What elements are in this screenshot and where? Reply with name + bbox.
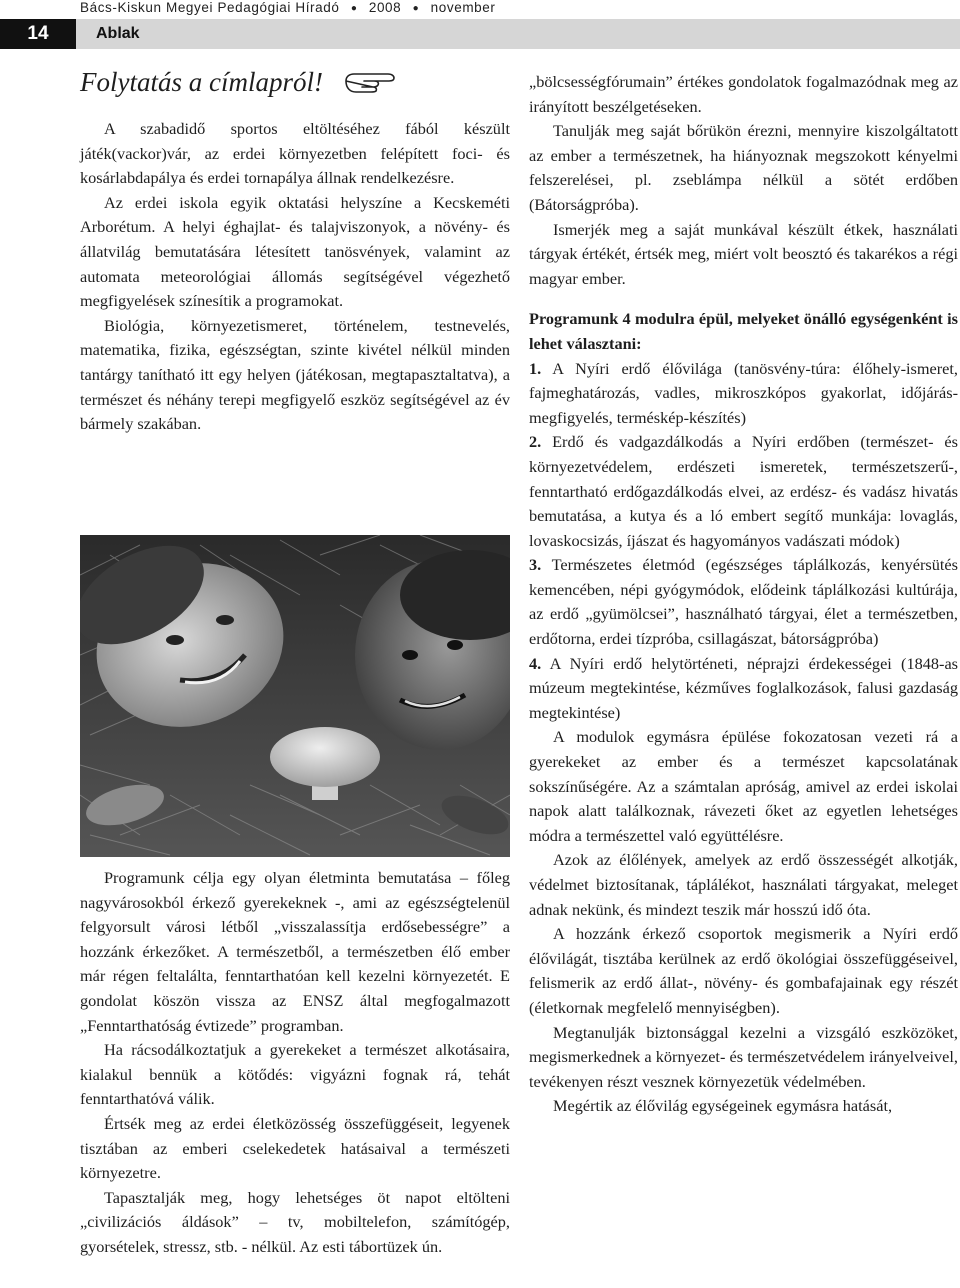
paragraph: A szabadidő sportos eltöltéséhez fából készült játék(vackor)vár, az erdei környezetben felépített foci- és kosárlabdapálya és erdei tornapálya állnak rendelkezésre. bbox=[80, 119, 510, 188]
paragraph: Az erdei iskola egyik oktatási helyszíne a Kecskeméti Arborétum. A helyi éghajlat- és talajviszonyok, a növény- és állatvilág bemutatására létesített tanösvények, valamint az automata meteorológiai állomás segítségével végezhető megfigyelések színesítik a programokat. bbox=[80, 192, 510, 311]
left-column-top bbox=[80, 117, 510, 437]
separator-dot-icon: ● bbox=[350, 3, 358, 14]
paragraph: Ismerjék meg a saját munkával készült étkek, használati tárgyak értékét, értsék meg, miért volt beosztó és takarékos a régi magyar ember. bbox=[529, 219, 958, 288]
paragraph: Biológia, környezetismeret, történelem, testnevelés, matematika, fizika, egészségtan, szinte kivétel nélkül minden tantárgy tanítható itt egy helyen (játékosan, megtapasztaltatva), a természet és néhány terepi megfigyelő eszköz segítségével az év bármely szakában. bbox=[80, 315, 510, 434]
issue-month: november bbox=[430, 0, 496, 15]
paragraph: „bölcsességfórumain” értékes gondolatok fogalmazódnak meg az irányított beszélgetéseken. bbox=[529, 72, 958, 116]
paragraph: Értsék meg az erdei életközösség összefüggéseit, legyenek tisztában az emberi cselekedetek hatásaival a természeti környezetre. bbox=[80, 1113, 510, 1183]
paragraph: Programunk célja egy olyan életminta bemutatása – főleg nagyvárosokból érkező gyerekeknek -, ami az egészségtelenül felgyorsult városi létből „visszalassítja erdősebességre” a hozzánk érkezőket. A természetből, a természetben élő ember már régen feltalálta, fenntarthatóan kell kezelni környezetét. E gondolat köszön vissza az ENSZ által megfogalmazott „Fenntarthatóság évtizede” programban. bbox=[80, 868, 510, 1035]
separator-dot-icon: ● bbox=[412, 3, 420, 14]
section-title: Ablak bbox=[96, 25, 140, 42]
paragraph: A modulok egymásra épülése fokozatosan vezeti rá a gyerekeket az ember és a természet kapcsolatának sokszínűségére. Az a számtalan apróság, amivel az erdei iskolai napok alatt találkoznak, rávezeti őket az egyetlen lehetséges módra a természettel való együttélésre. bbox=[529, 727, 958, 845]
module-text: Erdő és vadgazdálkodás a Nyíri erdőben (természet- és környezetvédelem, erdészeti ismeretek, természetszerű-, fenntartható erdőgazdálkodás elvei, az erdész- és vadász hivatás bemutatása, a kutya és a ló embert segítő munkája: lovaglás, lovaskocsizás, íjászat és hagyományos vadászati módok) bbox=[529, 432, 958, 550]
continuation-kicker bbox=[80, 64, 410, 100]
module-text: A Nyíri erdő helytörténeti, néprajzi érdekességei (1848-as múzeum megtekintése, kézműves foglalkozások, falusi gazdaság megtekintése) bbox=[529, 653, 959, 722]
module-number: 3. bbox=[529, 555, 542, 575]
running-header bbox=[80, 0, 960, 17]
module-item bbox=[529, 430, 958, 553]
paragraph: Azok az élőlények, amelyek az erdő összességét alkotják, védelmet biztosítanak, táplálékot, használati tárgyakat, meleget adnak nekünk, és mindezt teszik már hosszú idő óta. bbox=[529, 850, 958, 919]
paragraph: A hozzánk érkező csoportok megismerik a Nyíri erdő élővilágát, tisztába kerülnek az erdő ökológiai összefüggéseivel, felismerik az erdő állat-, növény- és gombafajainak egy részét (életkornak megfelelő mennyiségben). bbox=[529, 924, 958, 1017]
module-text: Természetes életmód (egészséges táplálkozás, kenyérsütés kemencében, népi gyógymódok, elődeink táplálkozási kultúrája, az erdő „gyümölcsei”, használható tárgyai, élet a természetben, erdőtorna, erdei tízpróba, csillagászat, bátorságpróba) bbox=[529, 555, 958, 649]
issue-year: 2008 bbox=[368, 0, 402, 15]
modules-heading: Programunk 4 modulra épül, melyeket önálló egységenként is lehet választani: bbox=[529, 309, 958, 353]
paragraph: Megértik az élővilág egységeinek egymásra hatását, bbox=[553, 1096, 893, 1116]
module-item bbox=[529, 652, 958, 726]
section-bar bbox=[0, 19, 960, 49]
photo-illustration bbox=[80, 535, 510, 857]
paragraph: Megtanulják biztonsággal kezelni a vizsgáló eszközöket, megismerkednek a környezet- és természetvédelem irányelveivel, tevékenyen részt vesznek környezetük védelmében. bbox=[529, 1022, 958, 1091]
module-item bbox=[529, 553, 958, 651]
module-number: 4. bbox=[529, 653, 542, 673]
module-number: 1. bbox=[529, 358, 542, 378]
kicker-text: Folytatás a címlapról! bbox=[80, 67, 323, 97]
module-item bbox=[529, 357, 958, 431]
paragraph: Ha rácsodálkoztatjuk a gyerekeket a természet alkotásaira, kialakul bennük a kötődés: vigyázni fognak rá, tehát fenntarthatóvá válik. bbox=[80, 1040, 510, 1109]
photo-children-mushroom bbox=[80, 535, 510, 857]
paragraph: Tapasztalják meg, hogy lehetséges öt napot eltölteni „civilizációs áldások” – tv, mobiltelefon, számítógép, gyorsételek, stressz, stb. - nélkül. Az esti tábortüzek ún. bbox=[80, 1187, 510, 1256]
left-column-bottom bbox=[80, 866, 510, 1260]
module-number: 2. bbox=[529, 432, 542, 452]
publication-name: Bács-Kiskun Megyei Pedagógiai Híradó bbox=[80, 0, 340, 15]
paragraph: Tanulják meg saját bőrükön érezni, mennyire kiszolgáltatott az ember a természetnek, ha hiányoznak megszokott kényelmi felszerelései, pl. zseblámpa nélkül a sötét erdőben (Bátorságpróba). bbox=[529, 121, 958, 214]
page-number: 14 bbox=[0, 19, 76, 49]
pointing-hand-icon bbox=[344, 68, 400, 94]
module-text: A Nyíri erdő élővilága (tanösvény-túra: élőhely-ismeret, fajmeghatározás, vadles, mikroszkópos gyakorlat, időjárás-megfigyelés, terméskép-készítés) bbox=[529, 358, 958, 427]
right-column bbox=[529, 70, 958, 1119]
